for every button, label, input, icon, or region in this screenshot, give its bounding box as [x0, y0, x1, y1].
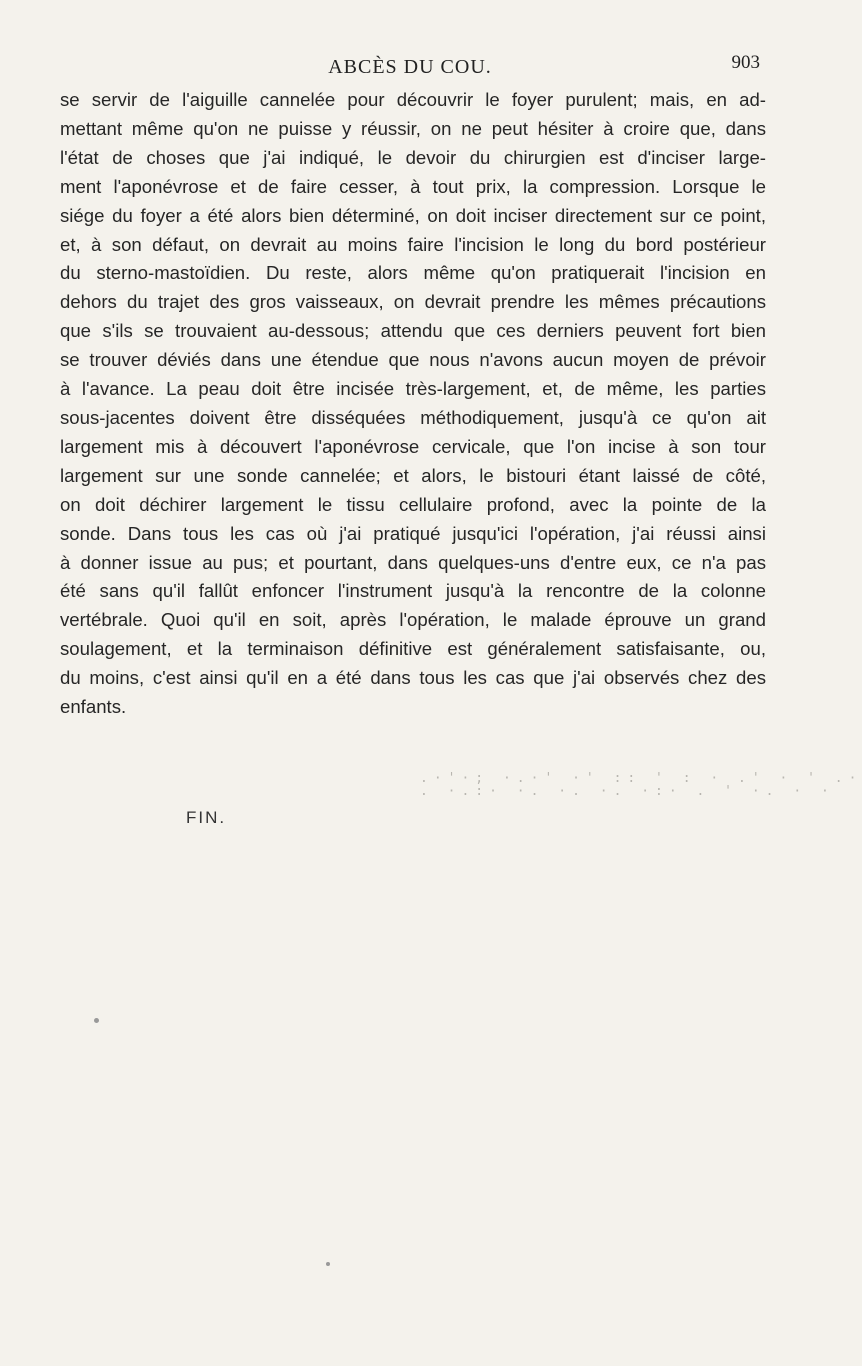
text-line: enfants. — [60, 696, 127, 718]
bleed-through-marks: .·'·; ·.·' ·' :: ' : · .' · ' .· . ·.:· ·. ·. ·. ·:· . ' ·. · · — [420, 771, 862, 799]
fin-mark: FIN. — [186, 808, 227, 827]
text-line: se servir de l'aiguille cannelée pour découvrir le foyer purulent; mais, en ad- — [60, 89, 766, 110]
text-line: ment l'aponévrose et de faire cesser, à tout prix, la compression. Lorsque le — [60, 175, 766, 197]
text-line: se trouver déviés dans une étendue que nous n'avons aucun moyen de prévoir — [60, 349, 766, 371]
text-line: du moins, c'est ainsi qu'il en a été dans tous les cas que j'ai observés chez des — [60, 667, 766, 689]
page-number: 903 — [731, 52, 760, 73]
running-title: ABCÈS DU COU. — [328, 56, 492, 78]
text-line: et, à son défaut, on devrait au moins faire l'incision le long du bord postérieur — [60, 233, 766, 255]
text-line: l'état de choses que j'ai indiqué, le devoir du chirurgien est d'inciser large- — [60, 146, 766, 168]
text-line: à l'avance. La peau doit être incisée très-largement, et, de même, les parties — [60, 378, 766, 400]
running-head — [60, 22, 760, 78]
text-line: vertébrale. Quoi qu'il en soit, après l'opération, le malade éprouve un grand — [60, 609, 766, 631]
text-line: sonde. Dans tous les cas où j'ai pratiqué jusqu'ici l'opération, j'ai réussi ainsi — [60, 522, 766, 544]
text-line: soulagement, et la terminaison définitive est généralement satisfaisante, ou, — [60, 638, 766, 660]
text-line: mettant même qu'on ne puisse y réussir, on ne peut hésiter à croire que, dans — [60, 117, 766, 139]
text-line: sous-jacentes doivent être disséquées méthodiquement, jusqu'à ce qu'on ait — [60, 406, 766, 428]
ink-speck — [326, 1262, 330, 1266]
body-paragraph — [60, 86, 766, 722]
text-line: été sans qu'il fallût enfoncer l'instrument jusqu'à la rencontre de la colonne — [60, 580, 766, 602]
text-line: largement sur une sonde cannelée; et alors, le bistouri étant laissé de côté, — [60, 464, 766, 486]
text-line: que s'ils se trouvaient au-dessous; attendu que ces derniers peuvent fort bien — [60, 320, 766, 342]
text-line: on doit déchirer largement le tissu cellulaire profond, avec la pointe de la — [60, 493, 766, 515]
text-line: dehors du trajet des gros vaisseaux, on devrait prendre les mêmes précautions — [60, 291, 766, 313]
text-line: à donner issue au pus; et pourtant, dans quelques-uns d'entre eux, ce n'a pas — [60, 551, 766, 573]
text-line: du sterno-mastoïdien. Du reste, alors même qu'on pratiquerait l'incision en — [60, 262, 766, 284]
text-line: largement mis à découvert l'aponévrose cervicale, que l'on incise à son tour — [60, 435, 766, 457]
ink-speck — [94, 1018, 99, 1023]
text-line: siége du foyer a été alors bien déterminé, on doit inciser directement sur ce point, — [60, 204, 766, 226]
